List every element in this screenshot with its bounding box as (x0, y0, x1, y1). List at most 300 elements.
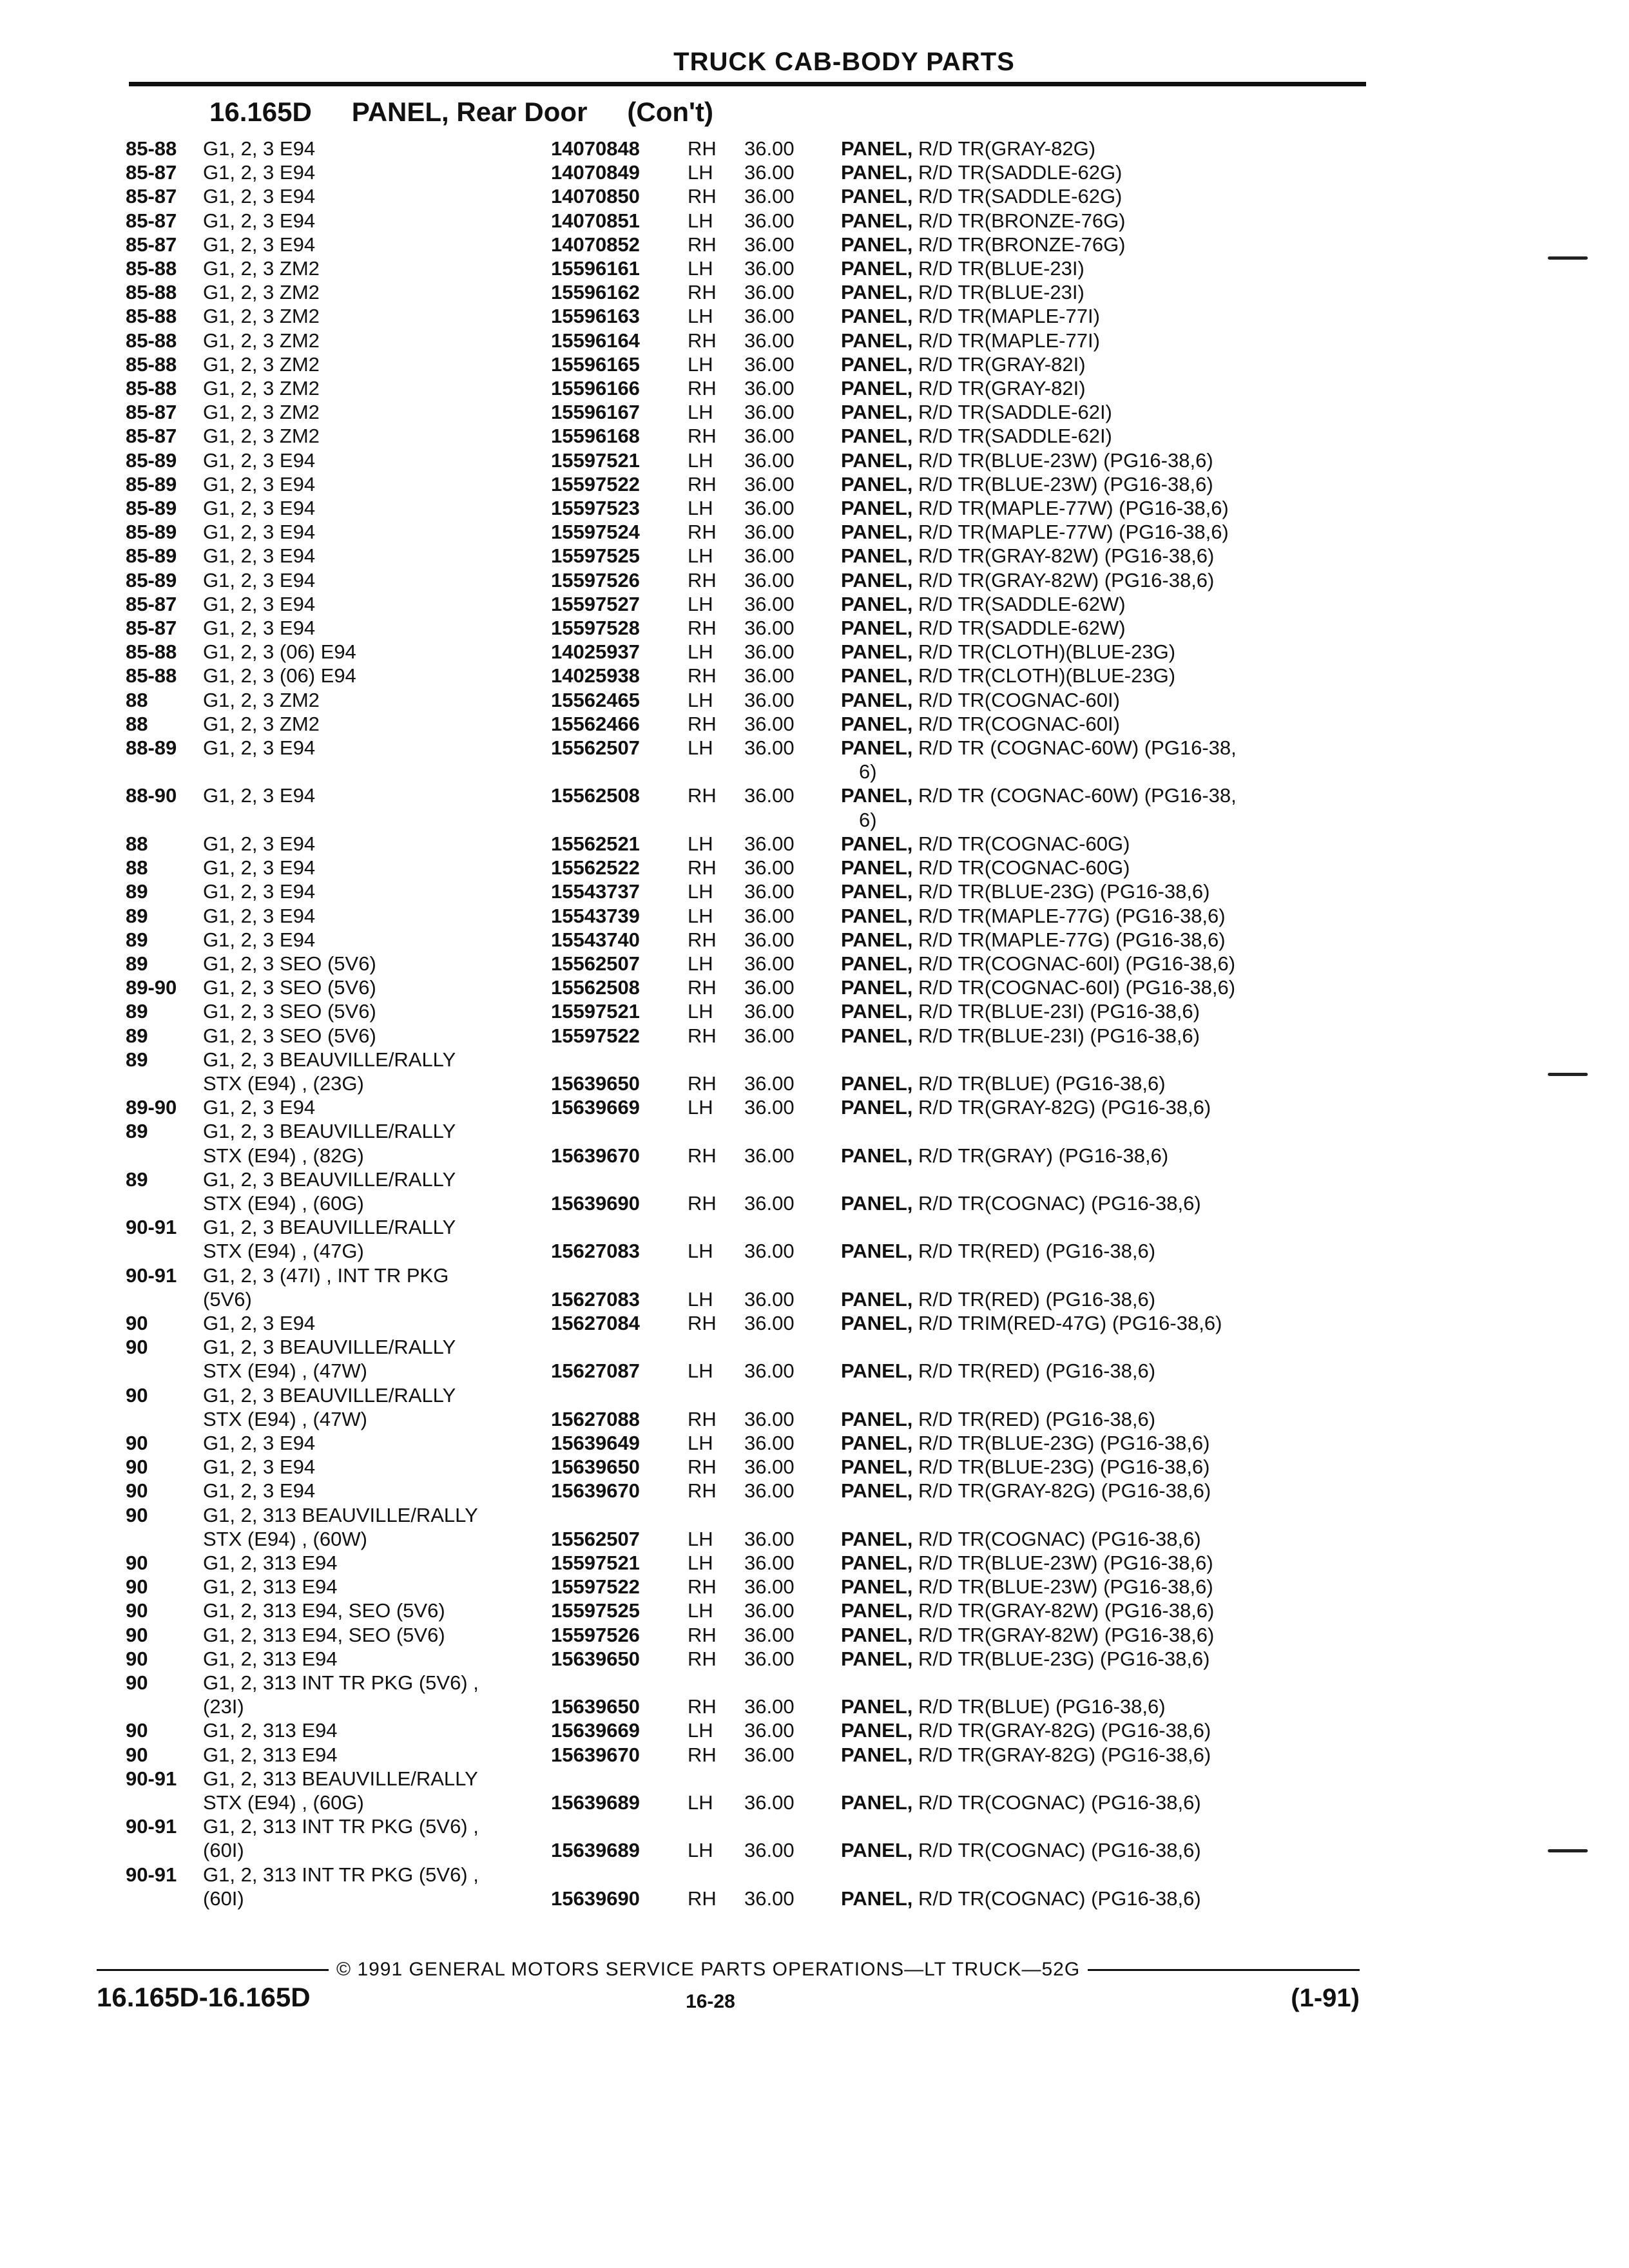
years-cell: 85-88 (126, 281, 177, 304)
table-row (126, 496, 1363, 520)
item-description-cell (841, 1024, 1279, 1048)
part-number-cell: 15596161 (551, 257, 640, 280)
years-cell: 85-87 (126, 233, 177, 256)
table-row (126, 1575, 1363, 1599)
years-cell (126, 1191, 203, 1215)
model-description-cell: G1, 2, 313 E94 (203, 1575, 338, 1599)
page-header (129, 48, 1366, 86)
part-number-cell: 15627087 (551, 1360, 640, 1383)
price-cell: 36.00 (744, 329, 795, 352)
model-description-cell: G1, 2, 3 E94 (203, 856, 316, 879)
table-row (126, 688, 1363, 712)
part-number-cell: 15639689 (551, 1791, 640, 1814)
model-description-cell: G1, 2, 3 E94 (203, 1311, 316, 1334)
price-cell: 36.00 (744, 1072, 795, 1095)
item-description-text: PANEL, R/D TR(BLUE-23W) (PG16-38,6) (841, 472, 1213, 495)
part-number-cell: 15597525 (551, 1599, 640, 1622)
years-cell: 88-89 (126, 736, 177, 760)
table-row (126, 280, 1363, 304)
item-description-text: PANEL, R/D TR(COGNAC-60G) (841, 856, 1130, 879)
years-cell: 90-91 (126, 1264, 177, 1287)
table-row (126, 1743, 1363, 1767)
years-cell: 90 (126, 1383, 148, 1407)
part-number-cell: 15562521 (551, 832, 640, 855)
item-description-text: PANEL, R/D TR(GRAY-82I) (841, 377, 1086, 400)
part-number-cell: 15597526 (551, 1623, 640, 1646)
side-cell (680, 1383, 744, 1407)
part-number-cell: 15562465 (551, 688, 640, 711)
item-description-cell (841, 904, 1279, 928)
model-description-cell: G1, 2, 3 E94 (203, 185, 316, 208)
item-description-text: PANEL, R/D TR(MAPLE-77W) (PG16-38,6) (841, 521, 1229, 544)
side-cell (680, 1671, 744, 1695)
years-cell: 89 (126, 952, 148, 975)
item-description-cell (841, 1095, 1279, 1119)
item-description-text: PANEL, R/D TR(MAPLE-77G) (PG16-38,6) (841, 928, 1226, 951)
part-number-cell: 15597522 (551, 1024, 640, 1047)
part-number-cell: 15596167 (551, 401, 640, 424)
price-cell: 36.00 (744, 640, 795, 664)
item-description-cell (841, 592, 1279, 616)
price-cell (744, 1335, 841, 1359)
price-cell (744, 1863, 841, 1887)
price-cell: 36.00 (744, 472, 795, 495)
item-description-text: PANEL, R/D TR(COGNAC) (PG16-38,6) (841, 1191, 1201, 1215)
item-description-cell (841, 1767, 1279, 1791)
side-cell: LH (688, 592, 713, 615)
table-row (126, 1455, 1363, 1479)
item-description-text: PANEL, R/D TR(GRAY-82G) (PG16-38,6) (841, 1479, 1211, 1503)
years-cell: 90-91 (126, 1767, 177, 1790)
side-cell (680, 1767, 744, 1791)
side-cell: RH (688, 329, 717, 352)
model-description-cell: G1, 2, 313 E94, SEO (5V6) (203, 1623, 445, 1646)
price-cell: 36.00 (744, 1311, 795, 1334)
item-description-cell (841, 184, 1279, 208)
item-description-cell (841, 280, 1279, 304)
side-cell: LH (688, 401, 713, 424)
table-row (126, 1695, 1363, 1718)
item-description-text: PANEL, R/D TR(BRONZE-76G) (841, 209, 1126, 232)
side-cell (680, 1048, 744, 1072)
part-number-cell (551, 1863, 680, 1887)
item-description-cell (841, 1527, 1279, 1551)
table-row (126, 1311, 1363, 1335)
item-description-text: PANEL, R/D TR(BLUE-23W) (PG16-38,6) (841, 448, 1213, 472)
page-footer (97, 1959, 1360, 2013)
years-cell: 89 (126, 880, 148, 903)
item-description-text: PANEL, R/D TR(GRAY) (PG16-38,6) (841, 1144, 1169, 1167)
revision-date: (1-91) (1291, 1984, 1360, 2012)
item-description-text: PANEL, R/D TR(COGNAC-60G) (841, 832, 1130, 855)
part-number-cell: 15596162 (551, 281, 640, 304)
table-row (126, 400, 1363, 424)
item-description-text: PANEL, R/D TR (COGNAC-60W) (PG16-38, (841, 736, 1237, 760)
item-description-text: PANEL, R/D TR(SADDLE-62W) (841, 592, 1126, 615)
table-row (126, 1863, 1363, 1887)
table-row (126, 1599, 1363, 1622)
item-description-cell (841, 472, 1279, 496)
item-description-cell (841, 1718, 1279, 1742)
side-cell: LH (688, 1096, 713, 1119)
price-cell (744, 1048, 841, 1072)
part-number-cell: 14070848 (551, 137, 640, 160)
footer-line (97, 1959, 1360, 1981)
years-cell: 90 (126, 1623, 148, 1646)
side-cell: LH (688, 448, 713, 472)
years-cell: 90 (126, 1743, 148, 1766)
model-description-cell: G1, 2, 3 ZM2 (203, 712, 320, 735)
table-row (126, 184, 1363, 208)
years-cell: 85-88 (126, 305, 177, 328)
part-number-cell (551, 1335, 680, 1359)
years-cell: 85-88 (126, 137, 177, 160)
model-description-cell: G1, 2, 3 E94 (203, 521, 316, 544)
side-cell: RH (688, 664, 717, 687)
item-description-cell (841, 616, 1279, 640)
price-cell: 36.00 (744, 1527, 795, 1550)
model-description-cell: G1, 2, 3 ZM2 (203, 401, 320, 424)
item-description-cell (841, 137, 1279, 160)
side-cell: LH (688, 1000, 713, 1023)
table-row (126, 209, 1363, 233)
price-cell: 36.00 (744, 1575, 795, 1599)
price-cell (744, 1215, 841, 1239)
years-cell: 85-88 (126, 257, 177, 280)
model-description-cell: G1, 2, 3 ZM2 (203, 305, 320, 328)
table-row (126, 1767, 1363, 1791)
side-cell: LH (688, 1360, 713, 1383)
item-description-text: PANEL, R/D TR (COGNAC-60W) (PG16-38, (841, 784, 1237, 807)
model-description-cell: G1, 2, 313 INT TR PKG (5V6) , (203, 1863, 479, 1886)
margin-mark (1548, 256, 1588, 260)
years-cell (126, 1239, 203, 1263)
side-cell: RH (688, 281, 717, 304)
item-description-cell (841, 1838, 1279, 1862)
model-description-cell: G1, 2, 3 E94 (203, 832, 316, 855)
price-cell: 36.00 (744, 1096, 795, 1119)
model-description-cell: STX (E94) , (60G) (203, 1191, 364, 1215)
years-cell: 85-89 (126, 472, 177, 495)
table-row (126, 832, 1363, 856)
model-description-cell: G1, 2, 3 BEAUVILLE/RALLY (203, 1383, 456, 1407)
side-cell: RH (688, 1407, 717, 1430)
margin-mark (1548, 1073, 1588, 1076)
years-cell: 88 (126, 832, 148, 855)
item-description-text: PANEL, R/D TR(BLUE) (PG16-38,6) (841, 1072, 1166, 1095)
price-cell: 36.00 (744, 1144, 795, 1167)
years-cell (126, 1144, 203, 1168)
item-description-text: PANEL, R/D TR(BLUE-23W) (PG16-38,6) (841, 1551, 1213, 1574)
table-row (126, 1359, 1363, 1383)
table-row (126, 520, 1363, 544)
table-row (126, 640, 1363, 664)
item-description-cell (841, 688, 1279, 712)
model-description-cell: G1, 2, 3 (06) E94 (203, 664, 356, 687)
price-cell: 36.00 (744, 209, 795, 232)
side-cell: RH (688, 1695, 717, 1718)
price-cell: 36.00 (744, 1743, 795, 1766)
table-row (126, 975, 1363, 999)
model-description-cell: STX (E94) , (60W) (203, 1527, 367, 1550)
side-cell: LH (688, 1287, 713, 1311)
part-number-cell: 15639690 (551, 1887, 640, 1910)
item-description-cell (841, 1311, 1279, 1335)
table-row (126, 1647, 1363, 1671)
years-cell: 90 (126, 1719, 148, 1742)
item-description-text: PANEL, R/D TR(BLUE-23I) (PG16-38,6) (841, 1024, 1200, 1047)
item-description-cell (841, 975, 1279, 999)
side-cell: LH (688, 497, 713, 520)
item-description-cell (841, 1431, 1279, 1455)
years-cell: 85-89 (126, 568, 177, 591)
item-description-text: PANEL, R/D TR(GRAY-82W) (PG16-38,6) (841, 568, 1215, 591)
item-description-continuation: 6) (859, 808, 877, 831)
price-cell: 36.00 (744, 1407, 795, 1430)
years-cell: 85-88 (126, 352, 177, 376)
model-description-cell: G1, 2, 3 BEAUVILLE/RALLY (203, 1336, 456, 1359)
item-description-cell (841, 1191, 1279, 1215)
table-row (126, 448, 1363, 472)
price-cell: 36.00 (744, 1287, 795, 1311)
model-description-cell: G1, 2, 3 (47I) , INT TR PKG (203, 1264, 449, 1287)
item-description-text: PANEL, R/D TR(GRAY-82W) (PG16-38,6) (841, 544, 1215, 568)
part-number-cell: 15543737 (551, 880, 640, 903)
table-row (126, 1623, 1363, 1647)
model-description-cell: G1, 2, 3 E94 (203, 448, 316, 472)
item-description-cell (841, 783, 1279, 831)
years-cell: 90 (126, 1503, 148, 1526)
price-cell (744, 1767, 841, 1791)
part-number-cell: 14070852 (551, 233, 640, 256)
table-row (126, 1718, 1363, 1742)
item-description-cell (841, 712, 1279, 736)
part-number-cell: 15596164 (551, 329, 640, 352)
years-cell (126, 1791, 203, 1814)
model-description-cell: G1, 2, 3 BEAUVILLE/RALLY (203, 1216, 456, 1239)
table-row (126, 1814, 1363, 1838)
item-description-cell (841, 1335, 1279, 1359)
side-cell: LH (688, 544, 713, 568)
section-number: 16.165D (209, 97, 312, 127)
item-description-cell (841, 1551, 1279, 1575)
price-cell: 36.00 (744, 1839, 795, 1862)
item-description-cell (841, 256, 1279, 280)
table-row (126, 1072, 1363, 1095)
price-cell: 36.00 (744, 880, 795, 903)
item-description-cell (841, 1168, 1279, 1191)
years-cell (126, 1359, 203, 1383)
model-description-cell: G1, 2, 3 E94 (203, 137, 316, 160)
table-row (126, 1264, 1363, 1287)
part-number-cell: 15639670 (551, 1743, 640, 1766)
part-number-cell: 15562507 (551, 736, 640, 760)
side-cell: RH (688, 928, 717, 951)
part-number-cell: 15639650 (551, 1072, 640, 1095)
price-cell (744, 1119, 841, 1143)
years-cell: 85-89 (126, 521, 177, 544)
section-heading (209, 97, 753, 128)
item-description-cell (841, 568, 1279, 592)
part-number-cell: 14025937 (551, 640, 640, 664)
model-description-cell: (60I) (203, 1839, 244, 1862)
price-cell: 36.00 (744, 976, 795, 999)
price-cell: 36.00 (744, 712, 795, 735)
side-cell: RH (688, 856, 717, 879)
footer-bottom (97, 1982, 1360, 2013)
side-cell: RH (688, 1311, 717, 1334)
side-cell: RH (688, 712, 717, 735)
part-number-cell: 15562507 (551, 952, 640, 975)
part-number-cell (551, 1215, 680, 1239)
table-row (126, 999, 1363, 1023)
model-description-cell: G1, 2, 3 ZM2 (203, 329, 320, 352)
years-cell: 85-89 (126, 544, 177, 568)
page-title: TRUCK CAB-BODY PARTS (673, 48, 1015, 76)
item-description-text: PANEL, R/D TR(GRAY-82I) (841, 352, 1086, 376)
item-description-text: PANEL, R/D TR(BRONZE-76G) (841, 233, 1126, 256)
model-description-cell: G1, 2, 3 ZM2 (203, 352, 320, 376)
model-description-cell: G1, 2, 3 E94 (203, 233, 316, 256)
item-description-text: PANEL, R/D TR(COGNAC) (PG16-38,6) (841, 1527, 1201, 1550)
part-number-cell: 15639669 (551, 1719, 640, 1742)
years-cell: 89 (126, 1048, 148, 1071)
table-row (126, 304, 1363, 328)
price-cell: 36.00 (744, 952, 795, 975)
side-cell: LH (688, 880, 713, 903)
part-number-cell: 14025938 (551, 664, 640, 687)
table-row (126, 736, 1363, 783)
part-number-cell: 14070851 (551, 209, 640, 232)
years-cell: 85-87 (126, 185, 177, 208)
table-row (126, 856, 1363, 879)
part-number-cell: 15562507 (551, 1527, 640, 1550)
part-number-cell: 15596168 (551, 425, 640, 448)
price-cell: 36.00 (744, 1551, 795, 1574)
price-cell (744, 1264, 841, 1287)
table-row (126, 376, 1363, 400)
item-description-cell (841, 1287, 1279, 1311)
part-number-cell: 15597526 (551, 568, 640, 591)
price-cell: 36.00 (744, 1000, 795, 1023)
years-cell: 85-88 (126, 377, 177, 400)
model-description-cell: G1, 2, 3 SEO (5V6) (203, 1000, 376, 1023)
part-number-cell: 15597522 (551, 1575, 640, 1599)
side-cell: LH (688, 952, 713, 975)
price-cell: 36.00 (744, 1240, 795, 1263)
price-cell: 36.00 (744, 377, 795, 400)
item-description-cell (841, 1455, 1279, 1479)
item-description-text: PANEL, R/D TR(MAPLE-77I) (841, 305, 1100, 328)
table-row (126, 1287, 1363, 1311)
item-description-text: PANEL, R/D TR(BLUE-23G) (PG16-38,6) (841, 1431, 1210, 1454)
model-description-cell: G1, 2, 313 BEAUVILLE/RALLY (203, 1767, 478, 1790)
model-description-cell: G1, 2, 3 (06) E94 (203, 640, 356, 664)
price-cell (744, 1383, 841, 1407)
side-cell: RH (688, 1623, 717, 1646)
item-description-text: PANEL, R/D TR(BLUE) (PG16-38,6) (841, 1695, 1166, 1718)
years-cell: 89 (126, 1168, 148, 1191)
side-cell: RH (688, 1479, 717, 1503)
side-cell: LH (688, 257, 713, 280)
table-row (126, 1095, 1363, 1119)
model-description-cell: G1, 2, 313 INT TR PKG (5V6) , (203, 1671, 479, 1694)
table-row (126, 329, 1363, 352)
part-number-cell: 15562508 (551, 784, 640, 807)
price-cell: 36.00 (744, 1024, 795, 1047)
price-cell: 36.00 (744, 401, 795, 424)
years-cell: 90 (126, 1551, 148, 1574)
item-description-text: PANEL, R/D TR(BLUE-23G) (PG16-38,6) (841, 1647, 1210, 1670)
model-description-cell: G1, 2, 3 E94 (203, 1096, 316, 1119)
item-description-cell (841, 1791, 1279, 1814)
footer-rule-left (97, 1969, 329, 1971)
side-cell: LH (688, 1839, 713, 1862)
part-number-cell (551, 1503, 680, 1527)
model-description-cell: G1, 2, 3 E94 (203, 497, 316, 520)
item-description-cell (841, 160, 1279, 184)
item-description-text: PANEL, R/D TR(COGNAC) (PG16-38,6) (841, 1887, 1201, 1910)
item-description-cell (841, 1215, 1279, 1239)
model-description-cell: G1, 2, 3 ZM2 (203, 257, 320, 280)
item-description-cell (841, 856, 1279, 879)
page-number: 16-28 (686, 1991, 735, 2012)
price-cell: 36.00 (744, 497, 795, 520)
part-number-cell: 14070849 (551, 161, 640, 184)
model-description-cell: STX (E94) , (60G) (203, 1791, 364, 1814)
side-cell: LH (688, 1599, 713, 1622)
side-cell (680, 1264, 744, 1287)
model-description-cell: G1, 2, 3 E94 (203, 784, 316, 807)
item-description-continuation: 6) (859, 760, 877, 783)
model-description-cell: STX (E94) , (82G) (203, 1144, 364, 1167)
part-number-cell: 15639650 (551, 1695, 640, 1718)
part-number-cell (551, 1119, 680, 1143)
table-row (126, 1791, 1363, 1814)
table-row (126, 616, 1363, 640)
item-description-cell (841, 736, 1279, 783)
side-cell: RH (688, 976, 717, 999)
model-description-cell: G1, 2, 3 E94 (203, 1456, 316, 1479)
model-description-cell: G1, 2, 3 E94 (203, 1479, 316, 1503)
years-cell: 88 (126, 688, 148, 711)
price-cell (744, 1814, 841, 1838)
item-description-text: PANEL, R/D TR(BLUE-23G) (PG16-38,6) (841, 1456, 1210, 1479)
part-number-cell: 15639689 (551, 1839, 640, 1862)
price-cell: 36.00 (744, 185, 795, 208)
years-cell: 85-89 (126, 448, 177, 472)
table-row (126, 1479, 1363, 1503)
model-description-cell: G1, 2, 313 E94 (203, 1647, 338, 1670)
table-row (126, 1144, 1363, 1168)
item-description-cell (841, 544, 1279, 568)
table-row (126, 233, 1363, 256)
item-description-text: PANEL, R/D TR(SADDLE-62I) (841, 425, 1112, 448)
table-row (126, 1431, 1363, 1455)
side-cell: RH (688, 472, 717, 495)
side-cell: LH (688, 1791, 713, 1814)
years-cell: 88 (126, 856, 148, 879)
item-description-cell (841, 1623, 1279, 1647)
years-cell: 85-87 (126, 209, 177, 232)
side-cell: RH (688, 568, 717, 591)
table-row (126, 664, 1363, 687)
item-description-text: PANEL, R/D TR(BLUE-23I) (841, 257, 1084, 280)
years-cell: 90 (126, 1647, 148, 1670)
item-description-text: PANEL, R/D TR(CLOTH)(BLUE-23G) (841, 640, 1176, 664)
years-cell: 89 (126, 904, 148, 927)
table-row (126, 1527, 1363, 1551)
